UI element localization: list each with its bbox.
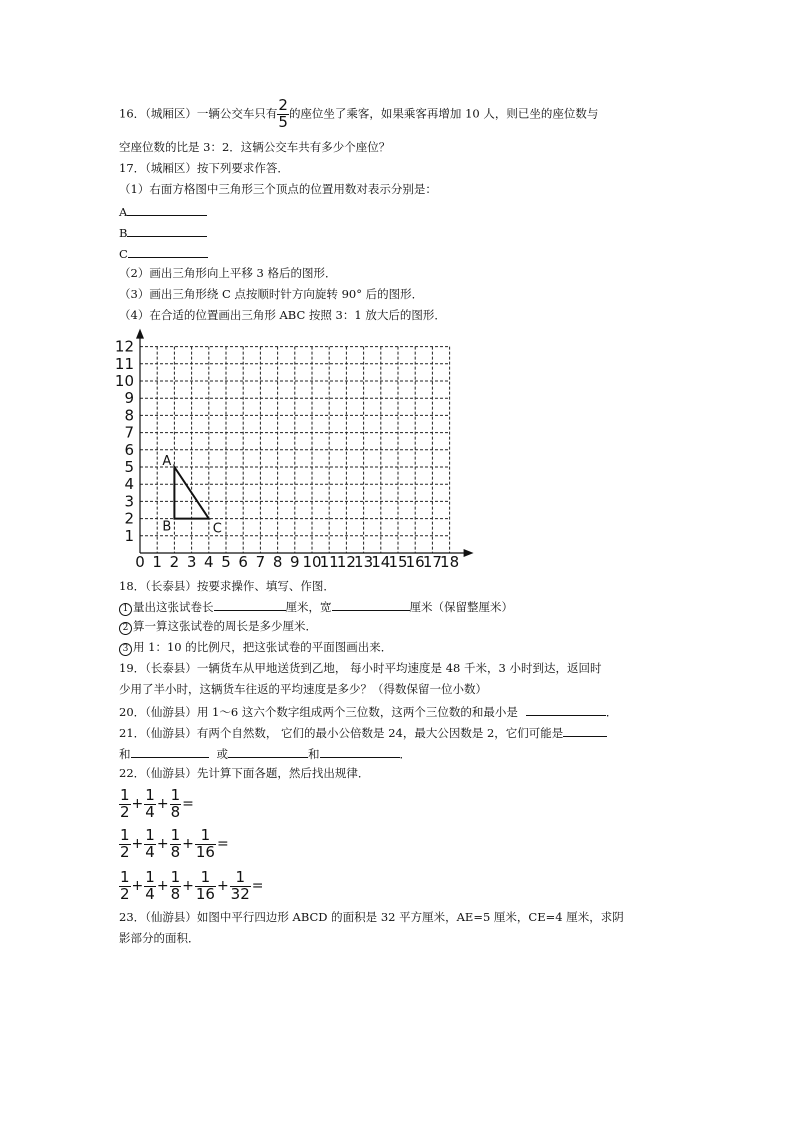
fraction: [144, 788, 156, 821]
plus-sign: +: [156, 796, 169, 813]
denominator: 8: [170, 842, 181, 861]
denominator: 2: [120, 884, 130, 903]
q16-fraction: $\frac{2}{5}$: [278, 96, 288, 131]
q20-line: 20．（仙游县）用 1～6 这六个数字组成两个三位数，这两个三位数的和最小是 ．: [119, 705, 618, 719]
denominator: 32: [230, 884, 250, 903]
vertex-label-c: C: [212, 521, 222, 537]
numerator: 1: [200, 868, 211, 886]
q16-suffix: 的座位坐了乘客，如果乘客再增加 10 人，则已坐的座位数与: [288, 106, 599, 121]
fraction: [144, 828, 156, 861]
q16-line1: [119, 98, 598, 131]
x-tick-label: 11: [319, 553, 339, 571]
x-tick-label: 6: [238, 553, 248, 571]
plus-sign: +: [131, 878, 144, 895]
fraction: [170, 788, 182, 821]
width-blank[interactable]: [332, 600, 410, 611]
q23-line2: 影部分的面积．: [119, 931, 200, 945]
numerator: 1: [200, 826, 211, 844]
q23-line1: 23．（仙游县）如图中平行四边形 ABCD 的面积是 32 平方厘米，AE=5 厘米，CE=4 厘米，求阴: [119, 910, 624, 924]
x-tick-label: 10: [302, 553, 322, 571]
x-tick-label: 17: [422, 553, 442, 571]
fraction: [170, 870, 182, 903]
q22-title: 22．（仙游县）先计算下面各题，然后找出规律．: [119, 766, 370, 780]
denominator: 2: [120, 802, 130, 821]
q17-answer-c: C: [119, 247, 208, 261]
x-tick-label: 9: [290, 553, 300, 571]
q19-line2: 少用了半小时，这辆货车往返的平均速度是多少？（得数保留一位小数）: [119, 682, 487, 696]
denominator: 4: [145, 842, 155, 861]
y-tick-label: 3: [124, 492, 134, 511]
answer-blank-a[interactable]: [127, 205, 207, 216]
equals-sign: =: [216, 836, 229, 853]
numerator: 1: [170, 868, 181, 886]
length-blank[interactable]: [214, 600, 286, 611]
q22-equation-1: [119, 788, 195, 821]
denominator: 8: [170, 884, 181, 903]
q22-equation-2: [119, 828, 230, 861]
plus-sign: +: [182, 836, 194, 853]
x-tick-label: 5: [221, 553, 231, 571]
numerator: 1: [145, 868, 155, 886]
x-axis-arrow-icon: [464, 549, 474, 557]
numerator: 1: [170, 826, 181, 844]
q17-item1: （1）右面方格图中三角形三个顶点的位置用数对表示分别是：: [119, 182, 437, 196]
y-tick-label: 8: [124, 406, 134, 425]
numerator: 1: [120, 826, 130, 844]
step-number-3: 3: [119, 643, 132, 656]
x-tick-label: 18: [440, 553, 460, 571]
x-tick-label: 12: [336, 553, 356, 571]
fraction: [230, 870, 251, 903]
q21-blank-4[interactable]: [320, 747, 400, 758]
plus-sign: +: [131, 796, 144, 813]
q17-answer-a: A: [119, 205, 207, 219]
triangle-abc: [174, 467, 208, 519]
q20-answer-blank[interactable]: [526, 705, 606, 716]
answer-blank-b[interactable]: [127, 226, 207, 237]
vertex-label-b: B: [162, 519, 172, 535]
x-tick-label: 8: [272, 553, 283, 571]
q21-blank-1[interactable]: [563, 726, 607, 737]
denominator: 4: [145, 802, 155, 821]
y-tick-label: 10: [114, 372, 134, 390]
fraction: [170, 828, 182, 861]
q21-line1: 21．（仙游县）有两个自然数， 它们的最小公倍数是 24，最大公因数是 2，它们可能是: [119, 726, 607, 740]
x-tick-label: 14: [371, 553, 391, 571]
x-tick-label: 7: [255, 553, 266, 571]
y-tick-label: 2: [124, 509, 134, 528]
q19-line1: 19．（长泰县）一辆货车从甲地送货到乙地， 每小时平均速度是 48 千米，3 小时到达，返回时: [119, 661, 602, 675]
numerator: 1: [120, 786, 130, 804]
q17-item3: （3）画出三角形绕 C 点按顺时针方向旋转 90° 后的图形．: [119, 287, 424, 301]
x-tick-label: 4: [204, 553, 214, 571]
x-tick-label: 0: [135, 553, 145, 571]
q17-item4: （4）在合适的位置画出三角形 ABC 按照 3：1 放大后的图形．: [119, 308, 446, 322]
fraction: [144, 870, 156, 903]
q17-answer-b: B: [119, 226, 207, 240]
q18-step3: 3 用 1：10 的比例尺，把这张试卷的平面图画出来．: [119, 642, 392, 656]
plus-sign: +: [156, 878, 169, 895]
q18-step2: 2 算一算这张试卷的周长是多少厘米．: [119, 621, 317, 635]
plus-sign: +: [131, 836, 144, 853]
y-axis-arrow-icon: [136, 329, 144, 339]
fraction: [119, 788, 131, 821]
q21-line2: 和 或 和 ．: [119, 747, 411, 761]
x-tick-label: 16: [405, 553, 425, 571]
numerator: 1: [170, 786, 181, 804]
denominator: 16: [195, 884, 215, 903]
fraction: [119, 870, 131, 903]
denominator: 16: [195, 842, 215, 861]
denominator: 8: [170, 802, 181, 821]
answer-blank-c[interactable]: [128, 247, 208, 258]
equals-sign: =: [182, 796, 194, 813]
y-tick-label: 12: [114, 337, 134, 356]
y-tick-label: 6: [124, 440, 134, 459]
equals-sign: =: [251, 878, 264, 895]
numerator: 1: [145, 826, 155, 844]
q21-blank-2[interactable]: [131, 747, 209, 758]
y-tick-label: 7: [124, 423, 134, 442]
x-tick-label: 1: [152, 553, 162, 571]
x-tick-label: 13: [354, 553, 374, 571]
q17-item2: （2）画出三角形向上平移 3 格后的图形．: [119, 266, 337, 280]
q16-line2: 空座位数的比是 3：2．这辆公交车共有多少个座位？: [119, 140, 391, 154]
y-tick-label: 5: [124, 458, 134, 476]
x-tick-label: 15: [388, 553, 408, 571]
fraction: [195, 870, 216, 903]
q21-blank-3[interactable]: [228, 747, 308, 758]
q18-title: 18．（长泰县）按要求操作、填写、作图．: [119, 579, 335, 593]
q22-equation-3: [119, 870, 265, 903]
numerator: 1: [145, 786, 155, 804]
q18-step1: 1 量出这张试卷长 厘米，宽 厘米（保留整厘米）: [119, 600, 513, 616]
step-number-1: 1: [119, 603, 132, 616]
y-tick-label: 11: [114, 354, 134, 373]
step-number-2: 2: [119, 622, 132, 635]
numerator: 1: [120, 868, 130, 886]
vertex-label-a: A: [162, 454, 172, 469]
y-tick-label: 9: [124, 389, 134, 408]
plus-sign: +: [216, 878, 229, 895]
denominator: 4: [145, 884, 155, 903]
q16-prefix: 16．（城厢区）一辆公交车只有: [119, 106, 278, 121]
q17-title: 17．（城厢区）按下列要求作答．: [119, 161, 289, 175]
x-tick-label: 2: [169, 553, 180, 571]
plus-sign: +: [182, 878, 194, 895]
fraction: [119, 828, 131, 861]
x-tick-label: 3: [186, 553, 197, 571]
y-tick-label: 4: [124, 475, 134, 494]
plus-sign: +: [156, 836, 169, 853]
denominator: 2: [120, 842, 130, 861]
fraction: [195, 828, 216, 861]
y-tick-label: 1: [124, 526, 134, 545]
numerator: 1: [235, 868, 245, 886]
